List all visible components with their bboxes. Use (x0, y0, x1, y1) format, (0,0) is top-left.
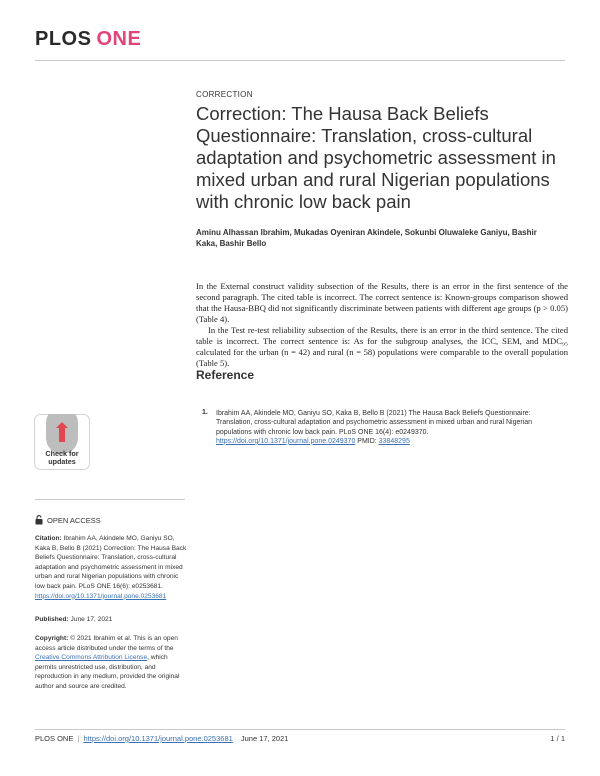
reference-pmid-link[interactable]: 33848295 (378, 437, 410, 445)
copyright-label: Copyright: (35, 635, 69, 642)
article-body (196, 281, 568, 369)
open-access-text: OPEN ACCESS (47, 516, 101, 525)
citation-text: Ibrahim AA, Akindele MO, Ganiyu SO, Kaka B, Bello B (2021) Correction: The Hausa Back Beliefs Questionnaire: Translation, cross-cultural adaptation and psychometric assessment in mixed urban and rural Nigerian populations with chronic low back pain. PLoS ONE 16(6): e0253681. (35, 535, 187, 590)
footer-doi-link[interactable]: https://doi.org/10.1371/journal.pone.0253681 (83, 734, 233, 743)
footer-date: June 17, 2021 (240, 734, 289, 743)
article-type: CORRECTION (196, 90, 253, 99)
footer-journal: PLOS ONE (35, 734, 74, 743)
published-date: June 17, 2021 (70, 616, 113, 623)
citation-doi-link[interactable]: https://doi.org/10.1371/journal.pone.0253681 (35, 592, 167, 600)
badge-line-1: Check for (45, 449, 79, 458)
page-footer (35, 734, 565, 743)
badge-line-2: updates (48, 457, 76, 466)
body-paragraph-1: In the External construct validity subsection of the Results, there is an error in the first sentence of the second paragraph. The cited table is incorrect. The correct sentence is: Known-groups comparison showed that the Hausa-BBQ did not significantly discriminate between patients with different age groups (p > 0.05) (Table 4). (196, 281, 568, 324)
license-link[interactable]: Creative Commons Attribution License (35, 654, 148, 662)
published-label: Published: (35, 616, 69, 623)
reference-text: Ibrahim AA, Akindele MO, Ganiyu SO, Kaka B, Bello B (2021) The Hausa Back Beliefs Questionnaire: Translation, cross-cultural adaptation and psychometric assessment in mixed urban and rural Nigerian populations with chronic low back pain. PLoS ONE 16(4): e0249370. (216, 410, 533, 436)
reference-item (216, 409, 566, 446)
open-lock-icon (35, 515, 43, 525)
footer-page-number: 1 / 1 (550, 734, 565, 743)
copyright-block (35, 634, 187, 692)
article-title: Correction: The Hausa Back Beliefs Questionnaire: Translation, cross-cultural adaptation and psychometric assessment in mixed urban and rural Nigerian populations with chronic low back pain (196, 103, 556, 212)
copyright-text: © 2021 Ibrahim et al. This is an open access article distributed under the terms of the (35, 635, 178, 652)
journal-logo (35, 28, 141, 51)
footer-separator: | (77, 734, 80, 743)
author-list: Aminu Alhassan Ibrahim, Mukadas Oyeniran Akindele, Sokunbi Oluwaleke Ganiyu, Bashir Kaka, Bashir Bello (196, 228, 537, 248)
published-block (35, 615, 187, 625)
footer-divider (35, 729, 565, 730)
reference-doi-link[interactable]: https://doi.org/10.1371/journal.pone.0249370 (216, 437, 356, 445)
logo-one: ONE (96, 28, 142, 50)
body-paragraph-2: In the Test re-test reliability subsection of the Results, there is an error in the third sentence. The cited table is incorrect. The correct sentence is: As for the subgroup analyses, the ICC, SEM, and MDC₉₅ calculated for the urban (n = 42) and rural (n = 58) populations were comparable to the overall population (Table 5). (196, 325, 568, 368)
check-for-updates-badge[interactable] (34, 414, 90, 470)
check-for-updates-icon (34, 414, 90, 470)
citation-block (35, 534, 187, 601)
sidebar-divider (35, 499, 185, 500)
copyright-text-cont: , which permits unrestricted use, distribution, and reproduction in any medium, provided the original author and source are credited. (35, 654, 180, 690)
reference-pmid-label: PMID: (357, 437, 377, 445)
reference-number: 1. (202, 409, 208, 416)
header-divider (35, 60, 565, 61)
citation-label: Citation: (35, 535, 62, 542)
logo-plos: PLOS (35, 28, 92, 50)
reference-heading: Reference (196, 368, 255, 382)
